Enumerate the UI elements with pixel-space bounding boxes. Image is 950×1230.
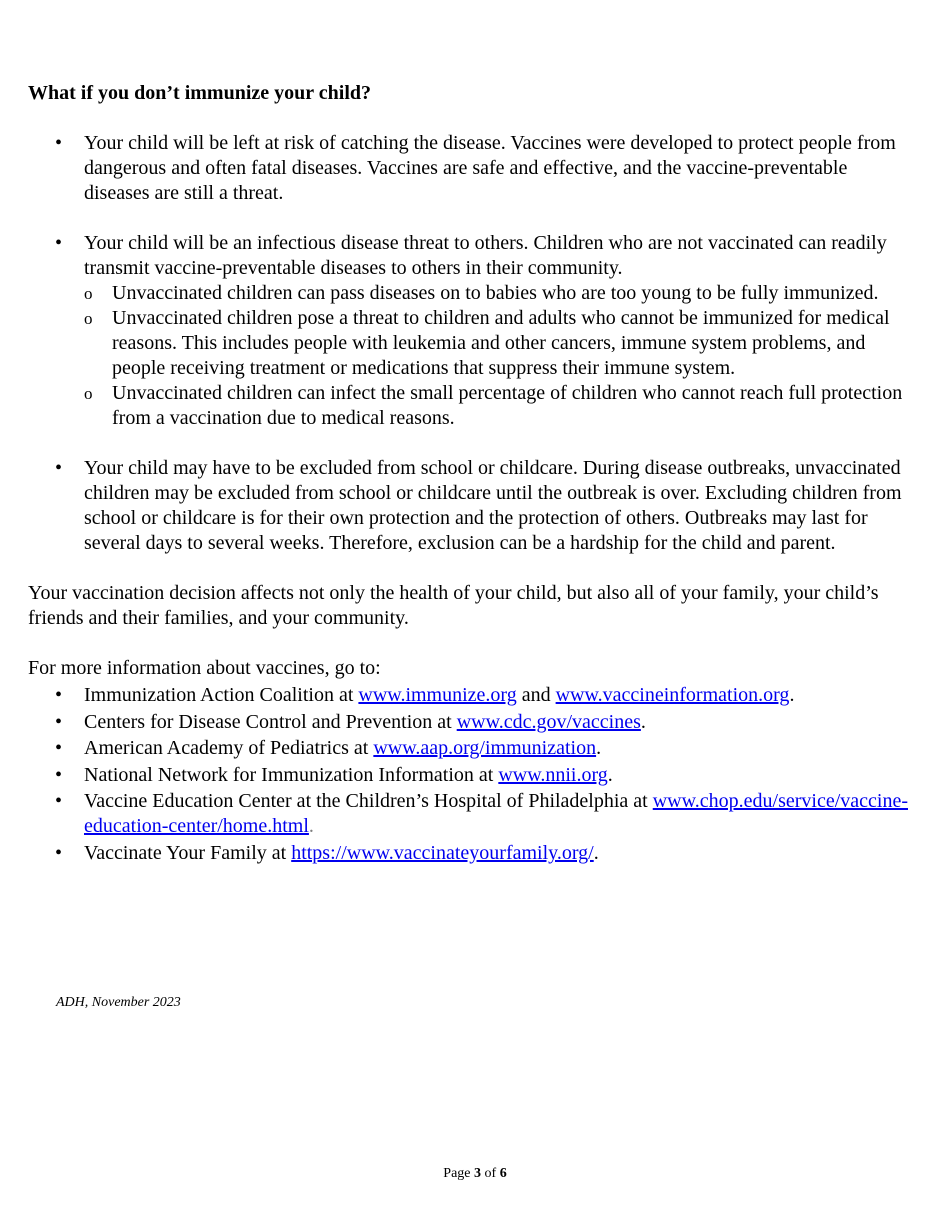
nnii-link[interactable]: www.nnii.org: [498, 763, 608, 786]
footer-note: ADH, November 2023: [56, 995, 181, 1010]
risk-item-text: Your child may have to be excluded from school or childcare. During disease outbreaks, unvaccinated children may be excluded from school or childcare until the outbreak is over. Excluding children from school or childcare is for their own protection and the protection of others. Outbreaks may last for several days to several weeks. Therefore, exclusion can be a hardship for the child and parent.: [84, 457, 902, 554]
aap-link[interactable]: www.aap.org/immunization: [373, 737, 597, 760]
sub-item-medical: [84, 306, 908, 381]
sub-item-text: Unvaccinated children pose a threat to children and adults who cannot be immunized for medical reasons. This includes people with leukemia and other cancers, immune system problems, and people receiving treatment or medications that suppress their immune system.: [112, 307, 890, 379]
immunize-link[interactable]: www.immunize.org: [358, 684, 517, 706]
page-separator: of: [481, 1166, 500, 1181]
resource-prefix: Vaccinate Your Family at: [84, 841, 292, 864]
resource-item-cdc: [28, 710, 908, 735]
risk-item-text: Your child will be an infectious disease threat to others. Children who are not vaccinated can readily transmit vaccine-preventable diseases to others in their community.: [84, 232, 887, 279]
resource-suffix: .: [596, 737, 602, 760]
decision-paragraph: Your vaccination decision affects not only the health of your child, but also all of your family, your child’s friends and their families, and your community.: [28, 582, 879, 629]
sub-item-protection: [84, 381, 908, 431]
resource-item-nnii: [28, 763, 908, 788]
resource-prefix: American Academy of Pediatrics at: [84, 737, 374, 760]
resource-prefix: National Network for Immunization Information at: [84, 763, 499, 786]
risk-item-exclusion: [28, 456, 908, 556]
vaccinateyourfamily-link[interactable]: https://www.vaccinateyourfamily.org/: [291, 841, 594, 864]
sub-item-babies: [84, 281, 908, 306]
document-page: [28, 81, 908, 868]
vaccineinformation-link[interactable]: www.vaccineinformation.org: [555, 684, 790, 706]
risk-item-text: Your child will be left at risk of catching the disease. Vaccines were developed to protect people from dangerous and often fatal diseases. Vaccines are safe and effective, and the vaccine-preventable diseases are still a threat.: [84, 132, 896, 204]
page-current: 3: [474, 1166, 482, 1181]
threat-sub-list: [84, 281, 908, 431]
resource-suffix: .: [640, 710, 646, 733]
resource-suffix: .: [308, 815, 314, 838]
risk-item-threat: [28, 231, 908, 431]
resource-item-aap: [28, 736, 908, 761]
page-total: 6: [499, 1166, 507, 1181]
resource-suffix: .: [789, 684, 795, 706]
sub-item-text: Unvaccinated children can infect the small percentage of children who cannot reach full protection from a vaccination due to medical reasons.: [112, 382, 903, 429]
resources-list: [28, 683, 908, 866]
risk-item-disease: [28, 131, 908, 206]
risk-list: [28, 131, 908, 556]
page-number: [0, 1166, 950, 1182]
section-heading: What if you don’t immunize your child?: [28, 82, 371, 104]
resource-middle: and: [516, 684, 556, 706]
resource-suffix: .: [593, 841, 599, 864]
resource-prefix: Immunization Action Coalition at: [84, 684, 359, 706]
resource-prefix: Centers for Disease Control and Prevention at: [84, 710, 457, 733]
resource-item-iac: [28, 683, 908, 708]
page-label: Page: [443, 1166, 475, 1181]
chop-link[interactable]: www.chop.edu/service/vaccine-education-center/home.html: [84, 790, 908, 838]
resource-item-chop: [28, 789, 908, 839]
resource-prefix: Vaccine Education Center at the Children’s Hospital of Philadelphia at: [84, 790, 653, 813]
resource-suffix: .: [607, 763, 613, 786]
resource-item-vyf: [28, 841, 908, 866]
cdc-link[interactable]: www.cdc.gov/vaccines: [456, 710, 641, 733]
sub-item-text: Unvaccinated children can pass diseases on to babies who are too young to be fully immunized.: [112, 282, 879, 304]
resources-intro: For more information about vaccines, go to:: [28, 657, 381, 679]
